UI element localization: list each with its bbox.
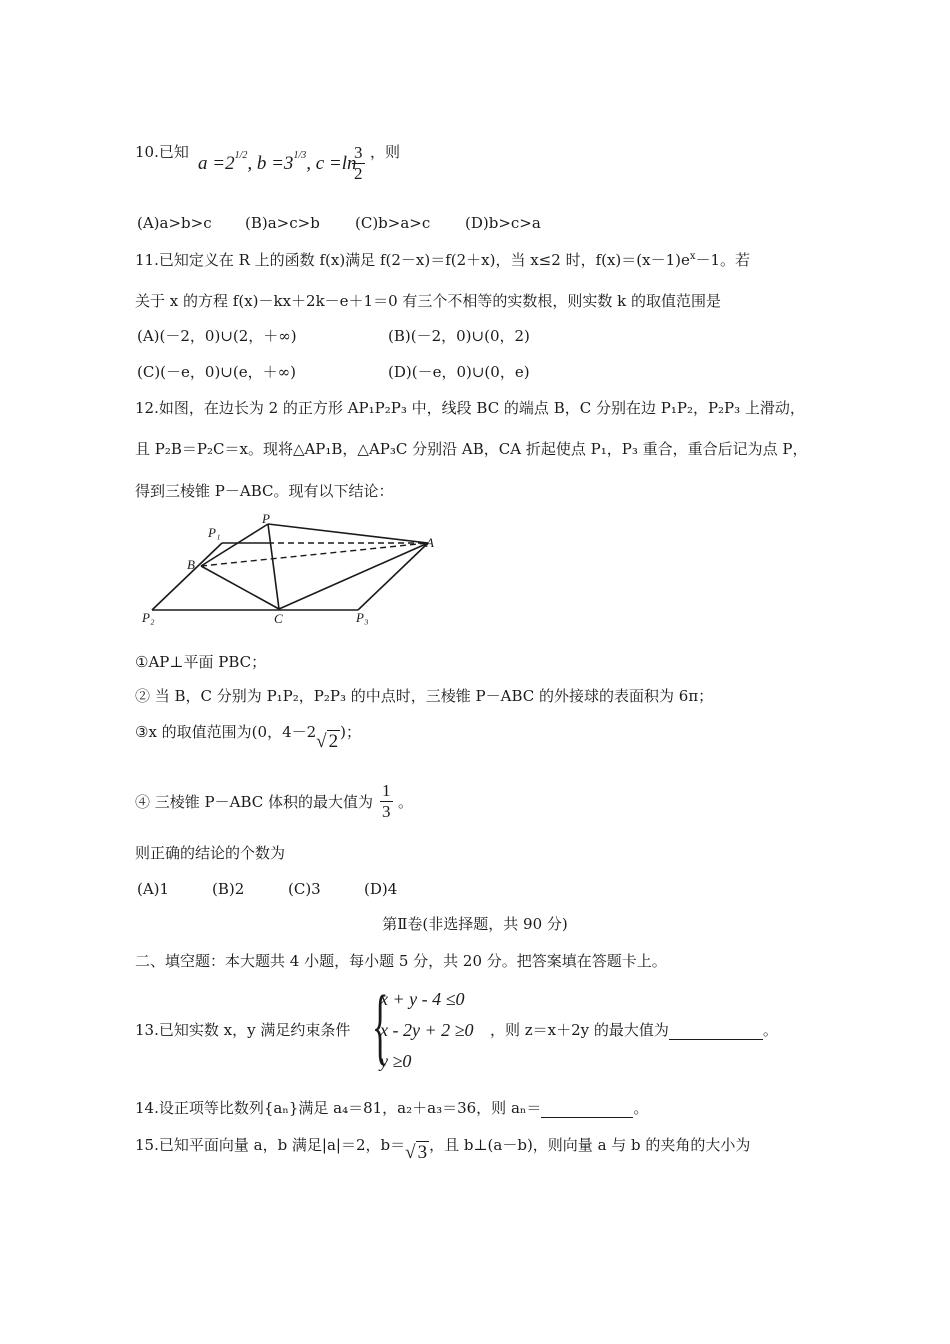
q10-option-a[interactable]: (A)a>b>c [137, 214, 212, 232]
q13-prefix: 13.已知实数 x，y 满足约束条件 [135, 1021, 351, 1039]
label-p1: P₁ [208, 525, 221, 540]
q10-c-expr: , c =ln [306, 153, 357, 174]
q11-line2: 关于 x 的方程 f(x)－kx＋2k－e＋1＝0 有三个不相等的实数根，则实数 k 的取值范围是 [135, 292, 722, 310]
pyramid-figure [138, 510, 448, 630]
q10-c-den: 2 [354, 164, 363, 183]
section-heading: 二、填空题：本大题共 4 小题，每小题 5 分，共 20 分。把答案填在答题卡上。 [135, 952, 667, 970]
label-p2: P₂ [142, 610, 155, 625]
edge-c-a [279, 543, 428, 609]
q10-stem [135, 142, 189, 162]
label-c: C [274, 611, 283, 626]
q10-formula [198, 150, 357, 177]
q10-option-b[interactable]: (B)a>c>b [245, 214, 320, 232]
q10-option-d[interactable]: (D)b>c>a [465, 214, 541, 232]
q13-suffix: ，则 z＝x＋2y 的最大值为 [490, 1021, 669, 1039]
q12-option-a[interactable]: (A)1 [137, 880, 170, 898]
q12-option-c[interactable]: (C)3 [288, 880, 321, 898]
q13-constraint-1: x + y - 4 ≤0 [380, 989, 465, 1009]
q14-end: 。 [633, 1099, 649, 1117]
q10-a-exp: 1/2 [234, 150, 248, 161]
q12-c4-num: 1 [382, 781, 391, 800]
q12-conclusion-3 [135, 722, 361, 752]
q12-option-d[interactable]: (D)4 [364, 880, 398, 898]
label-a: A [426, 535, 434, 550]
q10-c-fraction [352, 143, 365, 184]
q12-c3-rad: 2 [328, 731, 339, 752]
label-b: B [187, 557, 195, 572]
q12-line3: 得到三棱锥 P－ABC。现有以下结论： [135, 482, 394, 500]
q10-b-expr: , b =3 [247, 153, 294, 174]
q11-option-a[interactable]: (A)(－2，0)∪(2，＋∞) [137, 327, 297, 345]
q13-brace: { [372, 977, 389, 1073]
q11-option-d[interactable]: (D)(－e，0)∪(0，e) [388, 363, 530, 381]
q10-suffix: ，则 [370, 143, 401, 161]
q12-line1: 12.如图，在边长为 2 的正方形 AP₁P₂P₃ 中，线段 BC 的端点 B，C 分别在边 P₁P₂，P₂P₃ 上滑动， [135, 399, 805, 417]
q12-c4-post: 。 [398, 793, 414, 811]
edge-p3-a [358, 543, 428, 610]
q15-sqrt: √ 3 [405, 1142, 428, 1163]
label-p3: P₃ [356, 610, 369, 625]
q14-line [135, 1098, 648, 1118]
q15-line [135, 1135, 751, 1163]
q12-conclusion-1: ①AP⊥平面 PBC； [135, 653, 267, 671]
q12-c3-sqrt: √ 2 [316, 731, 339, 752]
q10-c-num: 3 [354, 143, 363, 162]
edge-b-c [201, 566, 279, 609]
q13-suffix-line [490, 1020, 778, 1040]
q10-prefix: 10.已知 [135, 143, 189, 161]
edge-b-a [201, 543, 428, 566]
q14-text: 14.设正项等比数列{aₙ}满足 a₄＝81，a₂＋a₃＝36，则 aₙ＝ [135, 1099, 542, 1117]
q13-constraint-2: x - 2y + 2 ≥0 [380, 1020, 474, 1040]
q12-option-b[interactable]: (B)2 [212, 880, 245, 898]
q12-c4-den: 3 [382, 802, 391, 821]
q12-line2: 且 P₂B＝P₂C＝x。现将△AP₁B，△AP₃C 分别沿 AB，CA 折起使点 P₁，P₃ 重合，重合后记为点 P， [135, 440, 808, 458]
q10-b-exp: 1/3 [293, 150, 307, 161]
q12-c3-post: )； [340, 723, 361, 741]
q11-line1 [135, 250, 750, 273]
q13-end: 。 [762, 1021, 778, 1039]
q11-line1-end: －1。若 [695, 251, 751, 269]
q12-c3-pre: ③x 的取值范围为(0，4－2 [135, 723, 317, 741]
label-p: P [262, 511, 270, 526]
q10-a-expr: a =2 [198, 153, 235, 174]
q14-answer-blank[interactable] [541, 1099, 633, 1118]
q12-question: 则正确的结论的个数为 [135, 844, 286, 862]
section-title: 第Ⅱ卷(非选择题，共 90 分) [382, 915, 568, 933]
q13-answer-blank[interactable] [669, 1021, 763, 1040]
edge-p-a [268, 524, 428, 543]
q15-post: ，且 b⊥(a－b)，则向量 a 与 b 的夹角的大小为 [429, 1136, 751, 1154]
q10-option-c[interactable]: (C)b>a>c [355, 214, 431, 232]
q11-exp: x [689, 251, 696, 262]
edge-p2-p1 [152, 543, 222, 610]
q12-c4-fraction [380, 781, 393, 822]
q13-constraint-3: y ≥0 [380, 1051, 412, 1071]
q15-rad: 3 [417, 1142, 428, 1163]
q11-option-b[interactable]: (B)(－2，0)∪(0，2) [388, 327, 530, 345]
q12-conclusion-2: ② 当 B，C 分别为 P₁P₂，P₂P₃ 的中点时，三棱锥 P－ABC 的外接球的表面积为 6π； [135, 687, 714, 705]
q15-pre: 15.已知平面向量 a，b 满足|a|＝2，b＝ [135, 1136, 406, 1154]
q12-c4-pre: ④ 三棱锥 P－ABC 体积的最大值为 [135, 793, 374, 811]
q13-constraint-system [372, 977, 492, 1077]
edge-p-c [268, 524, 279, 609]
q11-line1-text: 11.已知定义在 R 上的函数 f(x)满足 f(2－x)＝f(2＋x)，当 x≤2 时，f(x)＝(x－1)e [135, 251, 690, 269]
q11-option-c[interactable]: (C)(－e，0)∪(e，＋∞) [137, 363, 296, 381]
